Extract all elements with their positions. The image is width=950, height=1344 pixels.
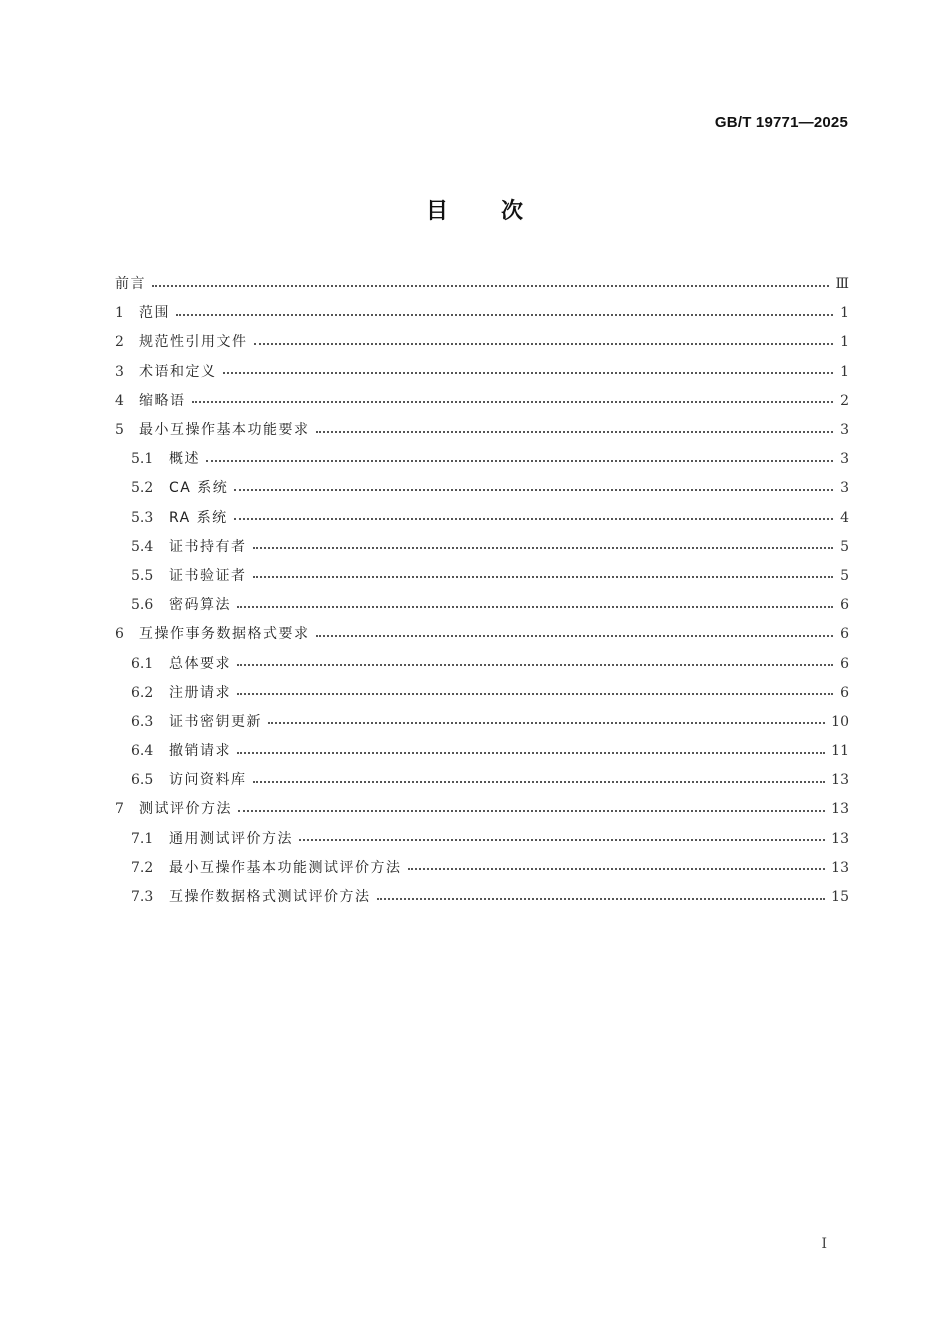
toc-entry-number: 7.1 [131,830,154,847]
toc-entry-page: 1 [840,334,849,351]
toc-entry-number: 6.3 [131,713,154,730]
toc-entry-7[interactable] [115,795,849,824]
toc-entry-7-3[interactable] [115,883,849,912]
toc-entry-number: 3 [115,363,124,380]
dot-leader [408,868,826,870]
toc-entry-page: 4 [840,509,849,526]
toc-entry-3[interactable] [115,358,849,387]
toc-entry-number: 6.2 [131,684,154,701]
toc-entry-page: 6 [840,597,849,614]
dot-leader [316,635,834,637]
dot-leader [253,781,826,783]
dot-leader [237,752,825,754]
toc-entry-6-4[interactable] [115,737,849,766]
toc-entry-page: 2 [840,392,849,409]
toc-entry-number: 7.3 [131,889,154,906]
toc-entry-page: 1 [840,305,849,322]
toc-entry-page: 13 [831,859,849,876]
toc-entry-number: 5.5 [131,567,154,584]
toc-entry-label: 缩略语 [139,392,186,409]
toc-entry-page: 1 [840,363,849,380]
toc-entry-label: 注册请求 [169,684,231,701]
toc-entry-7-1[interactable] [115,825,849,854]
toc-entry-page: 3 [840,480,849,497]
toc-entry-page: 6 [840,684,849,701]
toc-entry-page: Ⅲ [835,276,849,293]
toc-entry-label: 撤销请求 [169,743,231,760]
toc-entry-5[interactable] [115,416,849,445]
dot-leader [152,285,829,287]
toc-entry-number: 5.1 [131,451,154,468]
toc-entry-label: 范围 [139,305,170,322]
toc-entry-number: 6 [115,626,124,643]
toc-entry-label: 通用测试评价方法 [169,830,293,847]
dot-leader [192,401,834,403]
toc-entry-label: 密码算法 [169,597,231,614]
toc-entry-foreword[interactable] [115,270,849,299]
toc-entry-number: 5.3 [131,509,154,526]
toc-entry-page: 3 [840,422,849,439]
dot-leader [299,839,825,841]
toc-entry-number: 6.1 [131,655,154,672]
toc-entry-page: 3 [840,451,849,468]
toc-entry-label: 证书持有者 [169,538,247,555]
dot-leader [176,314,833,316]
toc-entry-label: 证书密钥更新 [169,713,262,730]
toc-entry-label: 最小互操作基本功能要求 [139,422,310,439]
dot-leader [377,898,826,900]
toc-entry-number: 5.2 [131,480,154,497]
toc-entry-page: 5 [840,538,849,555]
toc-entry-label: 访问资料库 [169,772,247,789]
toc-entry-6-3[interactable] [115,708,849,737]
toc-entry-page: 5 [840,567,849,584]
toc-entry-page: 13 [831,830,849,847]
toc-entry-5-4[interactable] [115,533,849,562]
dot-leader [234,489,833,491]
dot-leader [268,722,825,724]
dot-leader [316,431,834,433]
toc-entry-page: 15 [831,889,849,906]
toc-entry-page: 13 [831,772,849,789]
table-of-contents [115,270,849,912]
standard-code: GB/T 19771—2025 [714,114,848,131]
toc-entry-label: 前言 [115,276,146,293]
dot-leader [253,576,834,578]
toc-entry-page: 13 [831,801,849,818]
toc-entry-number: 4 [115,392,124,409]
toc-entry-number: 6.4 [131,743,154,760]
toc-entry-5-1[interactable] [115,445,849,474]
toc-entry-number: 7 [115,801,124,818]
toc-entry-label: 总体要求 [169,655,231,672]
toc-entry-page: 6 [840,626,849,643]
toc-title [0,194,950,225]
toc-entry-number: 2 [115,334,124,351]
toc-entry-label: 规范性引用文件 [139,334,248,351]
toc-entry-1[interactable] [115,299,849,328]
toc-entry-label: 互操作事务数据格式要求 [139,626,310,643]
toc-entry-6-5[interactable] [115,766,849,795]
toc-entry-5-3[interactable] [115,504,849,533]
dot-leader [253,547,834,549]
toc-entry-5-6[interactable] [115,591,849,620]
toc-entry-2[interactable] [115,328,849,357]
toc-title-part1: 目 [425,199,449,224]
toc-entry-label: 最小互操作基本功能测试评价方法 [169,859,402,876]
dot-leader [237,693,833,695]
toc-entry-number: 5.4 [131,538,154,555]
toc-entry-number: 6.5 [131,772,154,789]
toc-entry-label: CA 系统 [169,480,229,497]
dot-leader [206,460,833,462]
toc-entry-6[interactable] [115,620,849,649]
toc-entry-page: 6 [840,655,849,672]
dot-leader [238,810,825,812]
toc-entry-label: 术语和定义 [139,363,217,380]
toc-entry-6-2[interactable] [115,679,849,708]
toc-title-part2: 次 [501,199,525,224]
toc-entry-page: 10 [831,713,849,730]
dot-leader [237,606,833,608]
toc-entry-number: 1 [115,305,124,322]
toc-entry-number: 5 [115,422,124,439]
dot-leader [234,518,833,520]
toc-entry-label: RA 系统 [169,509,228,526]
toc-entry-label: 证书验证者 [169,567,247,584]
toc-entry-6-1[interactable] [115,649,849,678]
toc-entry-5-5[interactable] [115,562,849,591]
toc-entry-number: 5.6 [131,597,154,614]
dot-leader [237,664,833,666]
toc-entry-7-2[interactable] [115,854,849,883]
footer-page-number: I [821,1236,827,1252]
toc-entry-page: 11 [831,743,849,760]
dot-leader [254,343,834,345]
toc-entry-number: 7.2 [131,859,154,876]
toc-entry-4[interactable] [115,387,849,416]
toc-entry-5-2[interactable] [115,474,849,503]
toc-entry-label: 测试评价方法 [139,801,232,818]
dot-leader [223,372,834,374]
toc-entry-label: 概述 [169,451,200,468]
toc-entry-label: 互操作数据格式测试评价方法 [169,889,371,906]
